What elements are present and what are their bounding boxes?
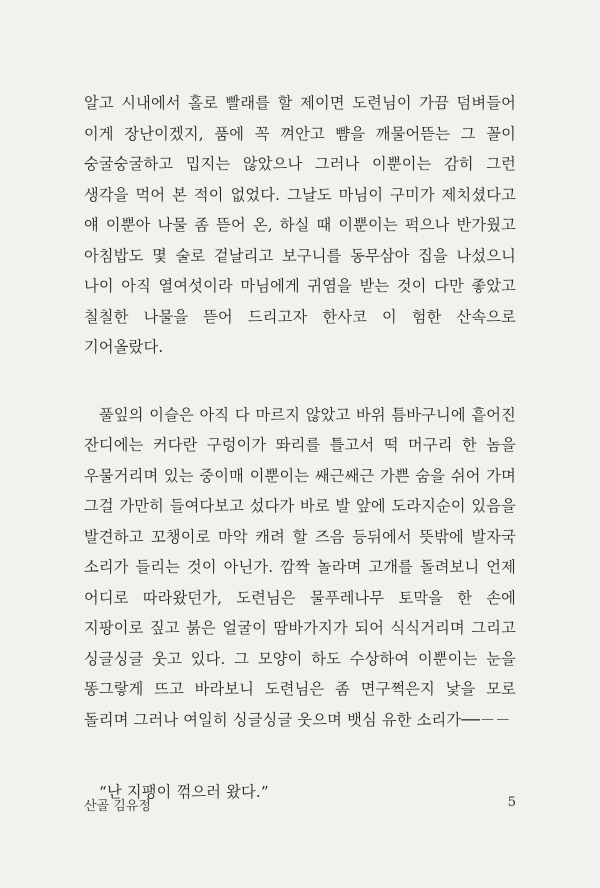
footer-title: 산골 김유정 <box>84 799 151 814</box>
body-text <box>84 88 516 808</box>
paragraph-gap <box>84 735 516 777</box>
paragraph-3: “난 지팽이 꺾으러 왔다.” <box>99 783 269 801</box>
paragraph-1: 알고 시내에서 홀로 빨래를 할 제이면 도련님이 가끔 덤벼들어 이게 장난이겠지, 품에 꼭 껴안고 뺨을 깨물어뜯는 그 꼴이 숭굴숭굴하고 밉지는 않았으나 그러나 이뿐이는 감히 그런 생각을 먹어 본 적이 없었다. 그날도 마님이 구미가 제치셨다고 얘 이뿐아 나물 좀 뜯어 온, 하실 때 이뿐이는 퍽으나 반가웠고 아침밥도 몇 술로 겉날리고 보구니를 동무삼아 집을 나섰으니 나이 아직 열여섯이라 마님에게 귀염을 받는 것이 다만 좋았고 칠칠한 나물을 뜯어 드리고자 한사코 이 험한 산속으로 기어올랐다. <box>84 94 516 356</box>
paragraph-2: 풀잎의 이슬은 아직 다 마르지 않았고 바위 틈바구니에 흩어진 잔디에는 커다란 구렁이가 똬리를 틀고서 떡 머구리 한 놈을 우물거리며 있는 중이매 이뿐이는 쌔근쌔근 가쁜 숨을 쉬어 가며 그걸 가만히 들여다보고 섰다가 바로 발 앞에 도라지순이 있음을 발견하고 꼬챙이로 마악 캐려 할 즈음 등뒤에서 뜻밖에 발자국 소리가 들리는 것이 아닌가. 깜짝 놀라며 고개를 돌려보니 언제 어디로 따라왔던가, 도련님은 물푸레나무 토막을 한 손에 지팡이로 짚고 붉은 얼굴이 땀바가지가 되어 식식거리며 그리고 싱글싱글 웃고 있다. 그 모양이 하도 수상하여 이뿐이는 눈을 똥그랗게 뜨고 바라보니 도련님은 좀 면구쩍은지 낯을 모로 돌리며 그러나 여일히 싱글싱글 웃으며 뱃심 유한 소리가──－－ <box>84 405 516 729</box>
page-number: 5 <box>507 795 516 810</box>
paragraph-gap <box>84 363 516 400</box>
